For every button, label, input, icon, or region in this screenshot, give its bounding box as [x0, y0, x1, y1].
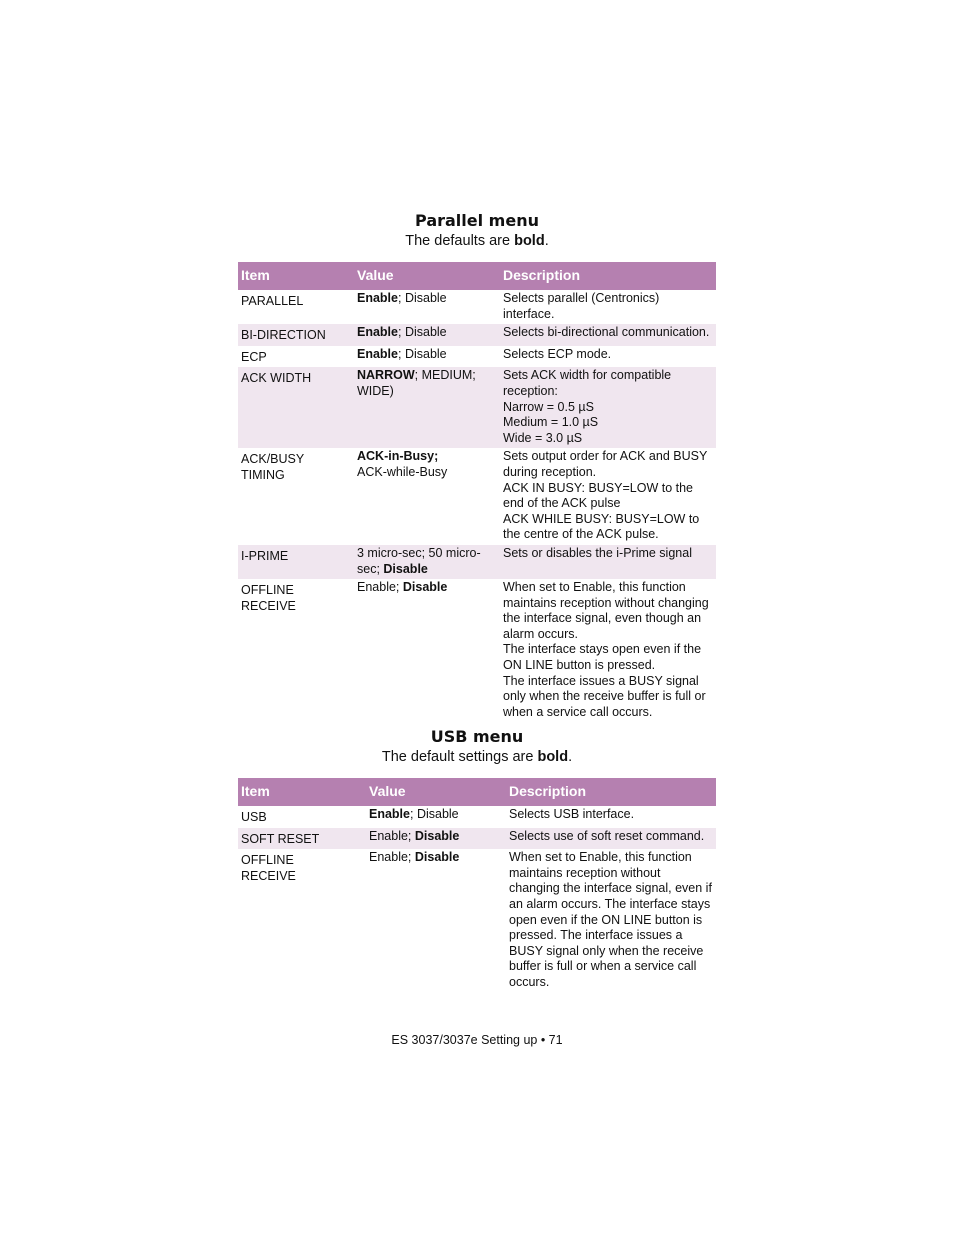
- item-cell: [238, 579, 354, 722]
- value-option: ; Disable: [398, 291, 447, 305]
- item-cell: [238, 324, 354, 346]
- description-line: Selects USB interface.: [509, 807, 635, 821]
- description-cell: [506, 806, 716, 828]
- description-line: ACK IN BUSY: BUSY=LOW to the end of the ACK pulse: [503, 480, 694, 511]
- subtitle-bold: bold: [537, 749, 569, 765]
- description-cell: [500, 290, 716, 324]
- description-line: Selects bi-directional communication.: [503, 325, 710, 340]
- usb-menu-title: USB menu: [430, 727, 524, 746]
- item-name: ACK/BUSY: [241, 452, 305, 467]
- description-line: Selects ECP mode.: [503, 346, 612, 361]
- value-option: ; Disable: [398, 346, 447, 361]
- item-cell: [238, 806, 366, 828]
- value-option: Enable;: [369, 850, 415, 865]
- parallel-menu-title: Parallel menu: [415, 211, 539, 230]
- value-cell: [366, 849, 506, 992]
- description-line: ACK WHILE BUSY: BUSY=LOW to the centre of the ACK pulse.: [503, 511, 700, 542]
- description-line: Medium = 1.0 µS: [503, 415, 599, 430]
- description-line: When set to Enable, this function maintains reception without changing the interface signal, even though an alarm occurs.: [503, 580, 709, 641]
- description-line: Selects use of soft reset command.: [509, 828, 705, 843]
- item-name: RECEIVE: [241, 868, 296, 883]
- header-value: Value: [354, 262, 500, 290]
- item-cell: [238, 849, 366, 992]
- item-name: BI-DIRECTION: [241, 328, 326, 343]
- value-cell: [354, 579, 500, 722]
- default-value: ACK-in-Busy;: [357, 449, 439, 464]
- subtitle-bold: bold: [514, 233, 545, 249]
- default-value: NARROW: [357, 368, 415, 383]
- value-cell: [366, 828, 506, 850]
- item-name: TIMING: [241, 467, 285, 482]
- subtitle-text: The default settings are: [381, 749, 538, 765]
- value-option: ; MEDIUM; WIDE): [357, 368, 476, 398]
- table-row: [238, 806, 716, 828]
- default-value: Enable: [357, 291, 398, 305]
- parallel-menu-subtitle: [238, 233, 716, 249]
- table-row: [238, 346, 716, 368]
- page-footer: ES 3037/3037e Setting up • 71: [391, 1033, 563, 1047]
- header-value: Value: [366, 778, 506, 806]
- header-description: Description: [506, 778, 716, 806]
- value-option: Enable;: [369, 828, 415, 843]
- parallel-menu-table: [238, 262, 716, 722]
- description-line: Sets output order for ACK and BUSY during reception.: [503, 449, 708, 479]
- description-cell: [500, 579, 716, 722]
- default-value: Disable: [414, 828, 460, 843]
- default-value: Disable: [383, 561, 428, 576]
- item-name: I-PRIME: [241, 548, 289, 563]
- description-cell: [500, 346, 716, 368]
- item-name: OFFLINE: [241, 853, 294, 868]
- value-cell: [354, 448, 500, 545]
- description-line: Sets or disables the i-Prime signal: [503, 545, 692, 560]
- description-cell: [500, 448, 716, 545]
- default-value: Disable: [402, 580, 448, 595]
- description-cell: [506, 828, 716, 850]
- default-value: Disable: [414, 850, 460, 865]
- table-row: [238, 828, 716, 850]
- item-cell: [238, 367, 354, 448]
- value-option: ; Disable: [398, 325, 447, 340]
- subtitle-end: .: [544, 233, 549, 249]
- description-cell: [500, 367, 716, 448]
- table-row: [238, 367, 716, 448]
- description-line: Sets ACK width for compatible reception:: [503, 368, 672, 398]
- subtitle-text: The defaults are: [405, 233, 515, 249]
- value-option: Enable;: [357, 580, 403, 595]
- value-cell: [354, 324, 500, 346]
- header-item: Item: [238, 262, 354, 290]
- description-line: The interface issues a BUSY signal only when the receive buffer is full or when a service call occurs.: [503, 673, 706, 719]
- header-item: Item: [238, 778, 366, 806]
- value-cell: [354, 367, 500, 448]
- description-line: When set to Enable, this function maintains reception without changing the interface signal, even if an alarm occurs. The interface stays open even if the ON LINE button is pressed. The interface issues a BUSY signal only when the receive buffer is full or when a service call occurs.: [509, 850, 712, 989]
- item-name: ECP: [241, 349, 267, 364]
- table-row: [238, 849, 716, 992]
- item-name: USB: [241, 810, 267, 824]
- table-row: [238, 448, 716, 545]
- value-option: ACK-while-Busy: [357, 464, 448, 479]
- value-cell: [354, 290, 500, 324]
- table-row: [238, 290, 716, 324]
- item-cell: [238, 290, 354, 324]
- default-value: Enable: [357, 346, 398, 361]
- item-name: OFFLINE: [241, 583, 294, 598]
- header-description: Description: [500, 262, 716, 290]
- item-name: PARALLEL: [241, 294, 304, 308]
- default-value: Enable: [357, 325, 398, 340]
- table-row: [238, 579, 716, 722]
- description-line: Selects parallel (Centronics) interface.: [503, 291, 660, 321]
- value-cell: [366, 806, 506, 828]
- value-cell: [354, 545, 500, 579]
- usb-menu-rows: [238, 806, 716, 993]
- value-option: ; Disable: [410, 807, 459, 821]
- table-row: [238, 324, 716, 346]
- item-cell: [238, 828, 366, 850]
- description-cell: [500, 545, 716, 579]
- description-line: Narrow = 0.5 µS: [503, 399, 594, 414]
- subtitle-end: .: [568, 749, 573, 765]
- usb-menu-subtitle: [238, 749, 716, 765]
- item-name: SOFT RESET: [241, 831, 320, 846]
- table-row: [238, 545, 716, 579]
- table-header-row: [238, 778, 716, 806]
- usb-menu-table: [238, 778, 716, 993]
- parallel-menu-rows: [238, 290, 716, 722]
- description-cell: [500, 324, 716, 346]
- value-option: 3 micro-sec; 50 micro-sec;: [357, 545, 481, 576]
- description-line: Wide = 3.0 µS: [503, 430, 583, 445]
- description-cell: [506, 849, 716, 992]
- item-cell: [238, 448, 354, 545]
- item-cell: [238, 545, 354, 579]
- item-name: ACK WIDTH: [241, 371, 312, 386]
- item-name: RECEIVE: [241, 598, 296, 613]
- table-header-row: [238, 262, 716, 290]
- value-cell: [354, 346, 500, 368]
- item-cell: [238, 346, 354, 368]
- default-value: Enable: [369, 807, 410, 821]
- description-line: The interface stays open even if the ON LINE button is pressed.: [503, 642, 702, 673]
